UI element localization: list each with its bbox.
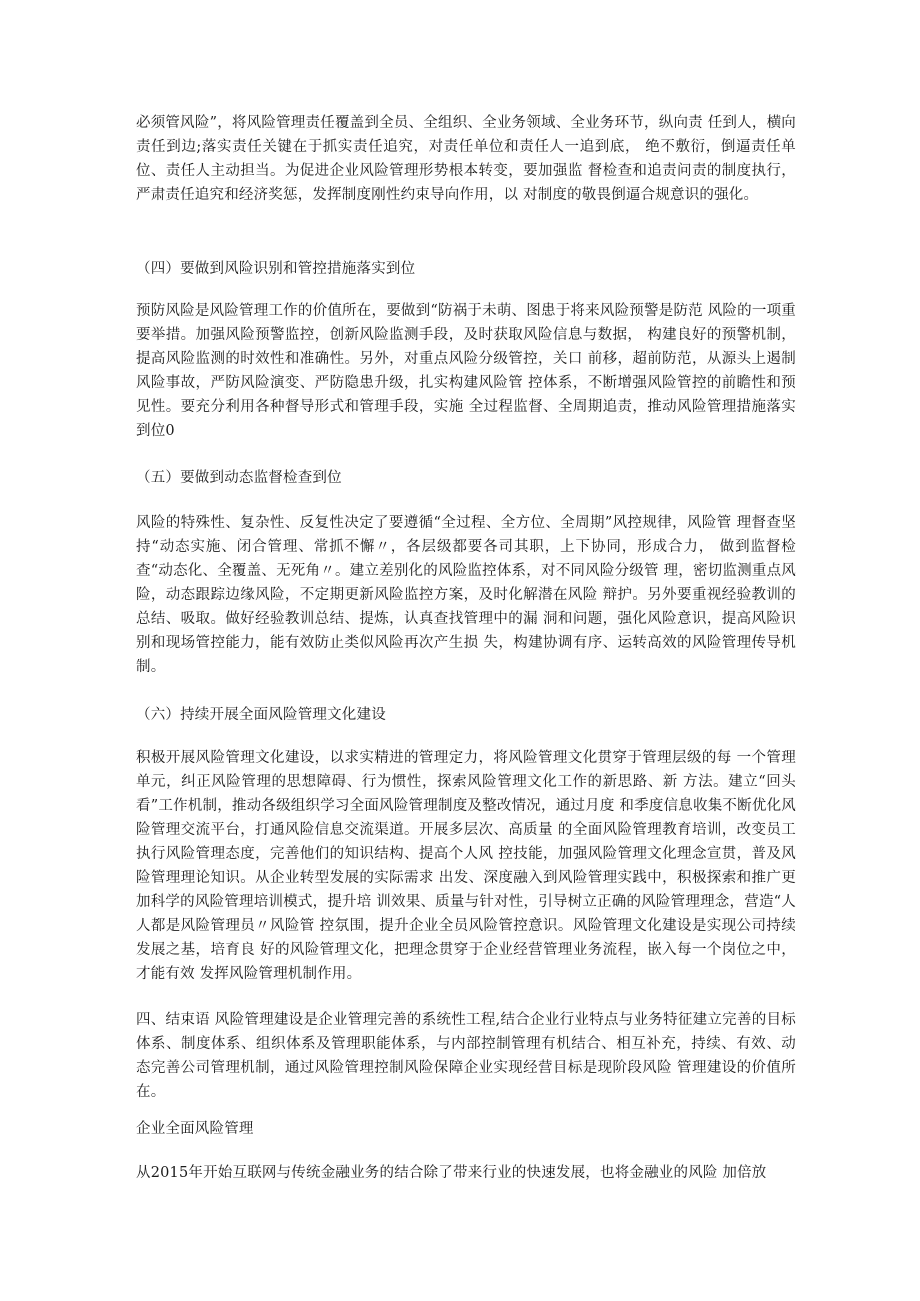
heading-enterprise-risk: 企业全面风险管理	[136, 1121, 254, 1137]
paragraph-dynamic-supervision: 风险的特殊性、复杂性、反复性决定了要遵循“全过程、全方位、全周期”风控规律，风险管 理督查坚持“动态实施、闭合管理、常抓不懈〃，各层级都要各司其职，上下协同，形成合力， 做到监督检查“动态化、全覆盖、无死角〃。建立差别化的风险监控体系，对不同风险分级管 理，密切监测重点风险，动态跟踪边缘风险，不定期更新风险监控方案，及时化解潜在风险 辩护。另外要重视经验教训的总结、吸取。做好经验教训总结、提炼，认真查找管理中的漏 洞和问题，强化风险意识，提高风险识别和现场管控能力，能有效防止类似风险再次产生损 失，构建协调有序、运转高效的风险管理传导机制。	[136, 515, 796, 675]
heading-section-4: （四）要做到风险识别和管控措施落实到位	[136, 261, 416, 277]
paragraph-risk-culture: 积极开展风险管理文化建设，以求实精进的管理定力，将风险管理文化贯穿于管理层级的每 一个管理单元，纠正风险管理的思想障碍、行为惯性，探索风险管理文化工作的新思路、新 方法。建立“回头看”工作机制，推动各级组织学习全面风险管理制度及整改情况，通过月度 和季度信息收集不断优化风险管理交流平台，打通风险信息交流渠道。开展多层次、高质量 的全面风险管理教育培训，改变员工执行风险管理态度，完善他们的知识结构、提高个人风 控技能，加强风险管理文化理念宣贯，普及风险管理理论知识。从企业转型发展的实际需求 出发、深度融入到风险管理实践中，积极探索和推广更加科学的风险管理培训模式，提升培 训效果、质量与针对性，引导树立正确的风险管理理念，营造“人人都是风险管理员〃风险管 控氛围，提升企业全员风险管控意识。风险管理文化建设是实现公司持续发展之基，培育良 好的风险管理文化，把理念贯穿于企业经营管理业务流程，嵌入每一个岗位之中，才能有效 发挥风险管理机制作用。	[136, 750, 796, 982]
paragraph-conclusion: 四、结束语 风险管理建设是企业管理完善的系统性工程,结合企业行业特点与业务特征建立完善的目标 体系、制度体系、组织体系及管理职能体系，与内部控制管理有机结合、相互补充，持续、有效、动态完善公司管理机制，通过风险管理控制风险保障企业实现经营目标是现阶段风险 管理建设的价值所在。	[136, 1012, 796, 1100]
heading-section-5: （五）要做到动态监督检查到位	[136, 470, 342, 486]
paragraph-internet-finance: 从2015年开始互联网与传统金融业务的结合除了带来行业的快速发展，也将金融业的风险 加倍放	[136, 1165, 767, 1181]
heading-section-6: （六）持续开展全面风险管理文化建设	[136, 707, 386, 723]
paragraph-responsibility: 必须管风险”，将风险管理责任覆盖到全员、全组织、全业务领域、全业务环节，纵向责 任到人，横向责任到边;落实责任关键在于抓实责任追究，对责任单位和责任人一追到底， 绝不敷衍，倒逼责任单位、责任人主动担当。为促进企业风险管理形势根本转变，要加强监 督检查和追责问责的制度执行，严肃责任追究和经济奖惩，发挥制度刚性约束导向作用，以 对制度的敬畏倒逼合规意识的强化。	[136, 115, 796, 203]
paragraph-risk-identification: 预防风险是风险管理工作的价值所在，要做到“防祸于未萌、图患于将来风险预警是防范 风险的一项重要举措。加强风险预警监控，创新风险监测手段，及时获取风险信息与数据， 构建良好的预警机制，提高风险监测的时效性和准确性。另外，对重点风险分级管控，关口 前移，超前防范，从源头上遏制风险事故，严防风险演变、严防隐患升级，扎实构建风险管 控体系，不断增强风险管控的前瞻性和预见性。要充分利用各种督导形式和管理手段，实施 全过程监督、全周期追责，推动风险管理措施落实到位0	[136, 303, 796, 439]
